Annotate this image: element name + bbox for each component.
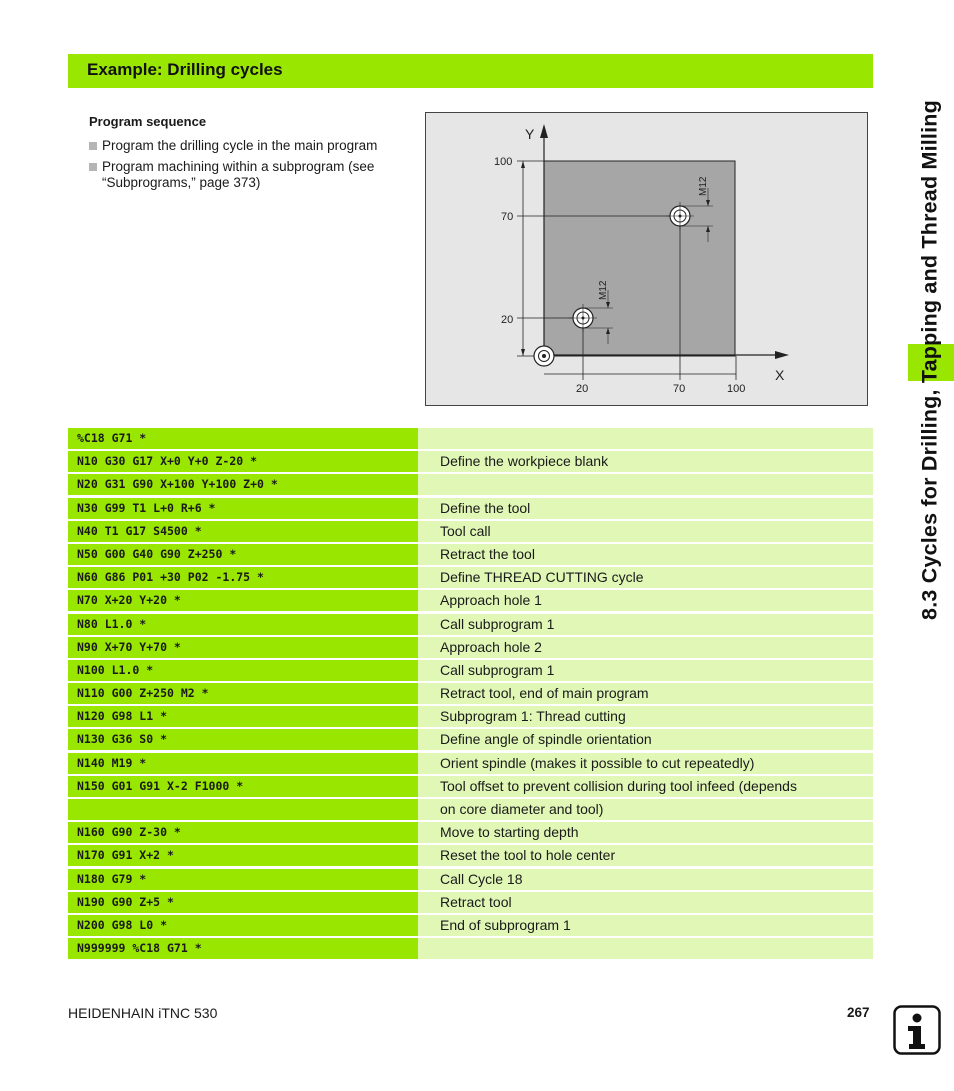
nc-comment: on core diameter and tool): [418, 799, 873, 820]
section-header-bar: [68, 54, 873, 88]
y-tick-20: 20: [501, 314, 514, 326]
nc-code: N80 L1.0 *: [68, 614, 418, 635]
y-axis-label: Y: [525, 126, 535, 142]
thread-label-hole-1: M12: [598, 280, 609, 300]
table-row: [68, 776, 873, 797]
nc-comment: Reset the tool to hole center: [418, 845, 873, 866]
nc-code: [68, 799, 418, 820]
table-row: [68, 428, 873, 449]
nc-code: N30 G99 T1 L+0 R+6 *: [68, 498, 418, 519]
nc-comment: Tool offset to prevent collision during tool infeed (depends: [418, 776, 873, 797]
nc-comment: End of subprogram 1: [418, 915, 873, 936]
nc-code: N10 G30 G17 X+0 Y+0 Z-20 *: [68, 451, 418, 472]
nc-code: N20 G31 G90 X+100 Y+100 Z+0 *: [68, 474, 418, 495]
table-row: [68, 637, 873, 658]
nc-comment: Subprogram 1: Thread cutting: [418, 706, 873, 727]
nc-comment: [418, 428, 873, 449]
table-row: [68, 451, 873, 472]
footer-product: HEIDENHAIN iTNC 530: [68, 1005, 218, 1021]
table-row: [68, 706, 873, 727]
table-row: [68, 544, 873, 565]
nc-comment: Retract tool: [418, 892, 873, 913]
nc-comment: Retract tool, end of main program: [418, 683, 873, 704]
nc-comment: Call subprogram 1: [418, 660, 873, 681]
nc-comment: Tool call: [418, 521, 873, 542]
nc-code: N999999 %C18 G71 *: [68, 938, 418, 959]
nc-comment: Orient spindle (makes it possible to cut repeatedly): [418, 753, 873, 774]
table-row: [68, 498, 873, 519]
nc-code: N50 G00 G40 G90 Z+250 *: [68, 544, 418, 565]
nc-code: N140 M19 *: [68, 753, 418, 774]
table-row: [68, 845, 873, 866]
nc-code: N110 G00 Z+250 M2 *: [68, 683, 418, 704]
table-row: [68, 683, 873, 704]
table-row: [68, 567, 873, 588]
bullet-text-continued: “Subprograms,” page 373): [102, 175, 261, 190]
table-row: [68, 869, 873, 890]
nc-code: N70 X+20 Y+20 *: [68, 590, 418, 611]
table-row: [68, 590, 873, 611]
table-row: [68, 753, 873, 774]
nc-code: N180 G79 *: [68, 869, 418, 890]
nc-comment: Define THREAD CUTTING cycle: [418, 567, 873, 588]
x-tick-20: 20: [576, 383, 589, 395]
drilling-drawing: [425, 112, 868, 406]
nc-code: N60 G86 P01 +30 P02 -1.75 *: [68, 567, 418, 588]
program-table: [68, 428, 873, 961]
nc-comment: Retract the tool: [418, 544, 873, 565]
info-icon: [893, 1005, 941, 1055]
nc-comment: [418, 938, 873, 959]
nc-comment: Define the workpiece blank: [418, 451, 873, 472]
bullet-list: [89, 138, 409, 196]
y-tick-100: 100: [494, 156, 513, 168]
table-row: [68, 521, 873, 542]
y-tick-70: 70: [501, 211, 514, 223]
bullet-text: Program machining within a subprogram (see: [102, 159, 375, 174]
table-row: [68, 938, 873, 959]
nc-code: N130 G36 S0 *: [68, 729, 418, 750]
nc-code: %C18 G71 *: [68, 428, 418, 449]
table-row: [68, 892, 873, 913]
nc-comment: Approach hole 1: [418, 590, 873, 611]
nc-code: N190 G90 Z+5 *: [68, 892, 418, 913]
nc-comment: [418, 474, 873, 495]
bullet-text: Program the drilling cycle in the main program: [102, 138, 378, 153]
bullet-item: [89, 159, 409, 191]
nc-comment: Define angle of spindle orientation: [418, 729, 873, 750]
table-row: [68, 799, 873, 820]
page-number: 267: [847, 1005, 870, 1020]
nc-code: N90 X+70 Y+70 *: [68, 637, 418, 658]
bullet-item: [89, 138, 409, 154]
thread-label-hole-2: M12: [698, 176, 709, 196]
table-row: [68, 474, 873, 495]
nc-code: N170 G91 X+2 *: [68, 845, 418, 866]
table-row: [68, 614, 873, 635]
nc-comment: Define the tool: [418, 498, 873, 519]
nc-code: N100 L1.0 *: [68, 660, 418, 681]
x-axis-label: X: [775, 367, 785, 383]
nc-code: N150 G01 G91 X-2 F1000 *: [68, 776, 418, 797]
bullet-square-icon: [89, 163, 97, 171]
table-row: [68, 660, 873, 681]
nc-comment: Call Cycle 18: [418, 869, 873, 890]
nc-code: N160 G90 Z-30 *: [68, 822, 418, 843]
nc-code: N40 T1 G17 S4500 *: [68, 521, 418, 542]
table-row: [68, 729, 873, 750]
table-row: [68, 822, 873, 843]
program-sequence-label: Program sequence: [89, 114, 207, 129]
nc-comment: Approach hole 2: [418, 637, 873, 658]
nc-code: N120 G98 L1 *: [68, 706, 418, 727]
x-tick-70: 70: [673, 383, 686, 395]
x-tick-100: 100: [727, 383, 746, 395]
nc-comment: Move to starting depth: [418, 822, 873, 843]
table-row: [68, 915, 873, 936]
nc-code: N200 G98 L0 *: [68, 915, 418, 936]
chapter-side-title-text: 8.3 Cycles for Drilling, Tapping and Thread Milling: [917, 100, 942, 620]
section-title: Example: Drilling cycles: [87, 60, 283, 79]
nc-comment: Call subprogram 1: [418, 614, 873, 635]
bullet-square-icon: [89, 142, 97, 150]
